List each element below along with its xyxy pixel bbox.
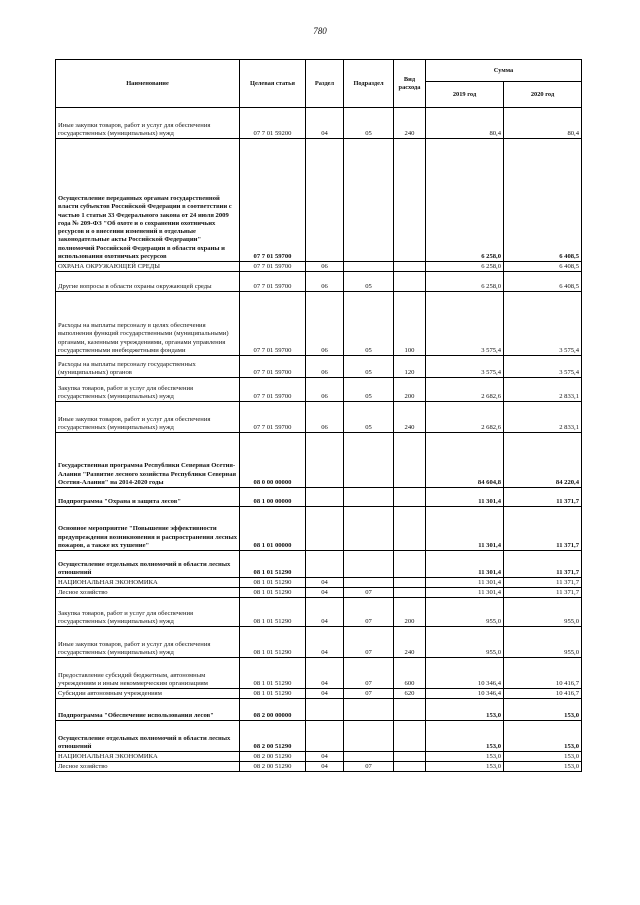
- cell-sum-2019: 955,0: [426, 627, 504, 658]
- cell-target-article: 08 1 01 51290: [240, 551, 306, 578]
- cell-sum-2020: 6 408,5: [504, 272, 582, 292]
- cell-section: 06: [306, 402, 344, 433]
- cell-name: ОХРАНА ОКРУЖАЮЩЕЙ СРЕДЫ: [56, 262, 240, 272]
- cell-name: Основное мероприятие "Повышение эффективности предупреждения возникновения и распространения лесных пожаров, а также их тушение": [56, 507, 240, 551]
- cell-target-article: 08 2 00 51290: [240, 721, 306, 752]
- cell-target-article: 08 2 00 51290: [240, 762, 306, 772]
- cell-sum-2020: 153,0: [504, 699, 582, 721]
- table-row: [56, 488, 582, 507]
- cell-sum-2020: 11 371,7: [504, 488, 582, 507]
- cell-section: 04: [306, 752, 344, 762]
- cell-sum-2019: 80,4: [426, 108, 504, 139]
- header-target-article: Целевая статья: [240, 60, 306, 108]
- cell-sum-2020: 955,0: [504, 627, 582, 658]
- cell-sum-2020: 80,4: [504, 108, 582, 139]
- cell-sum-2020: 153,0: [504, 721, 582, 752]
- cell-subsection: 07: [344, 598, 394, 627]
- cell-expense-type: [394, 551, 426, 578]
- header-section: Раздел: [306, 60, 344, 108]
- cell-section: [306, 507, 344, 551]
- cell-section: 06: [306, 356, 344, 378]
- cell-subsection: 07: [344, 689, 394, 699]
- cell-expense-type: [394, 588, 426, 598]
- cell-section: 04: [306, 588, 344, 598]
- header-expense-type: Вид расхода: [394, 60, 426, 108]
- cell-name: Расходы на выплаты персоналу в целях обеспечения выполнения функций государственными (муниципальными) органами, казенными учреждениями, органами управления государственными внебюджетными фондами: [56, 292, 240, 356]
- cell-target-article: 07 7 01 59700: [240, 378, 306, 402]
- table-row: [56, 272, 582, 292]
- cell-section: 04: [306, 762, 344, 772]
- cell-section: 04: [306, 108, 344, 139]
- cell-target-article: 08 2 00 00000: [240, 699, 306, 721]
- cell-expense-type: [394, 578, 426, 588]
- cell-target-article: 08 1 01 51290: [240, 689, 306, 699]
- table-row: [56, 433, 582, 488]
- cell-sum-2020: 153,0: [504, 762, 582, 772]
- cell-section: 04: [306, 689, 344, 699]
- cell-section: 06: [306, 272, 344, 292]
- table-row: [56, 658, 582, 689]
- cell-target-article: 08 1 01 51290: [240, 598, 306, 627]
- cell-subsection: [344, 262, 394, 272]
- cell-subsection: 05: [344, 378, 394, 402]
- table-row: [56, 139, 582, 262]
- table-row: [56, 108, 582, 139]
- table-row: [56, 551, 582, 578]
- cell-name: Осуществление переданных органам государственной власти субъектов Российской Федерации в соответствии с частью 1 статьи 33 Федерального закона от 24 июля 2009 года № 209-ФЗ "Об охоте и о сохранении охотничьих ресурсов и о внесении изменений в отдельные законодательные акты Российской Федерации" полномочий Российской Федерации в области охраны и использования охотничьих ресурсов: [56, 139, 240, 262]
- cell-target-article: 08 1 01 00000: [240, 507, 306, 551]
- cell-sum-2020: 2 833,1: [504, 378, 582, 402]
- cell-expense-type: [394, 507, 426, 551]
- cell-name: НАЦИОНАЛЬНАЯ ЭКОНОМИКА: [56, 578, 240, 588]
- cell-subsection: [344, 507, 394, 551]
- cell-sum-2019: 2 682,6: [426, 402, 504, 433]
- cell-sum-2019: 11 301,4: [426, 551, 504, 578]
- cell-name: Иные закупки товаров, работ и услуг для обеспечения государственных (муниципальных) нужд: [56, 402, 240, 433]
- cell-sum-2020: 10 416,7: [504, 689, 582, 699]
- cell-name: Подпрограмма "Обеспечение использования лесов": [56, 699, 240, 721]
- cell-expense-type: [394, 752, 426, 762]
- cell-target-article: 08 2 00 51290: [240, 752, 306, 762]
- cell-sum-2019: 10 346,4: [426, 658, 504, 689]
- cell-section: 06: [306, 378, 344, 402]
- table-row: [56, 752, 582, 762]
- header-year-2019: 2019 год: [426, 82, 504, 108]
- cell-subsection: [344, 139, 394, 262]
- cell-target-article: 08 1 01 51290: [240, 658, 306, 689]
- table-row: [56, 378, 582, 402]
- cell-subsection: 07: [344, 658, 394, 689]
- cell-target-article: 07 7 01 59700: [240, 262, 306, 272]
- cell-section: 04: [306, 578, 344, 588]
- cell-target-article: 08 1 00 00000: [240, 488, 306, 507]
- cell-sum-2020: 84 220,4: [504, 433, 582, 488]
- table-row: [56, 356, 582, 378]
- cell-name: Лесное хозяйство: [56, 588, 240, 598]
- table-row: [56, 578, 582, 588]
- cell-sum-2019: 955,0: [426, 598, 504, 627]
- cell-name: Иные закупки товаров, работ и услуг для обеспечения государственных (муниципальных) нужд: [56, 627, 240, 658]
- cell-expense-type: 120: [394, 356, 426, 378]
- cell-subsection: 05: [344, 108, 394, 139]
- cell-subsection: 07: [344, 588, 394, 598]
- cell-sum-2020: 10 416,7: [504, 658, 582, 689]
- cell-sum-2019: 3 575,4: [426, 356, 504, 378]
- header-year-2020: 2020 год: [504, 82, 582, 108]
- budget-table: [55, 59, 582, 772]
- cell-subsection: [344, 488, 394, 507]
- cell-expense-type: 620: [394, 689, 426, 699]
- cell-expense-type: [394, 762, 426, 772]
- cell-sum-2020: 11 371,7: [504, 578, 582, 588]
- cell-subsection: 07: [344, 627, 394, 658]
- cell-subsection: 05: [344, 292, 394, 356]
- cell-section: [306, 551, 344, 578]
- header-sum: Сумма: [426, 60, 582, 82]
- cell-target-article: 07 7 01 59700: [240, 292, 306, 356]
- cell-subsection: [344, 721, 394, 752]
- cell-sum-2020: 11 371,7: [504, 551, 582, 578]
- cell-section: 06: [306, 262, 344, 272]
- cell-name: НАЦИОНАЛЬНАЯ ЭКОНОМИКА: [56, 752, 240, 762]
- cell-name: Осуществление отдельных полномочий в области лесных отношений: [56, 551, 240, 578]
- cell-section: [306, 433, 344, 488]
- cell-sum-2019: 10 346,4: [426, 689, 504, 699]
- cell-sum-2020: 3 575,4: [504, 292, 582, 356]
- cell-subsection: [344, 578, 394, 588]
- cell-name: Иные закупки товаров, работ и услуг для обеспечения государственных (муниципальных) нужд: [56, 108, 240, 139]
- cell-sum-2020: 11 371,7: [504, 588, 582, 598]
- cell-expense-type: 100: [394, 292, 426, 356]
- cell-target-article: 07 7 01 59200: [240, 108, 306, 139]
- cell-target-article: 08 1 01 51290: [240, 588, 306, 598]
- cell-name: Государственная программа Республики Северная Осетия-Алания "Развитие лесного хозяйства Республики Северная Осетия-Алания" на 2014-2020 годы: [56, 433, 240, 488]
- cell-expense-type: 240: [394, 108, 426, 139]
- cell-target-article: 08 1 01 51290: [240, 578, 306, 588]
- cell-sum-2019: 153,0: [426, 721, 504, 752]
- cell-target-article: 08 0 00 00000: [240, 433, 306, 488]
- cell-sum-2019: 6 258,0: [426, 262, 504, 272]
- cell-subsection: [344, 433, 394, 488]
- cell-section: [306, 721, 344, 752]
- cell-section: [306, 139, 344, 262]
- cell-target-article: 08 1 01 51290: [240, 627, 306, 658]
- table-row: [56, 262, 582, 272]
- cell-sum-2020: 11 371,7: [504, 507, 582, 551]
- table-row: [56, 402, 582, 433]
- cell-sum-2019: 3 575,4: [426, 292, 504, 356]
- cell-sum-2019: 11 301,4: [426, 488, 504, 507]
- cell-target-article: 07 7 01 59700: [240, 356, 306, 378]
- cell-sum-2019: 153,0: [426, 752, 504, 762]
- table-row: [56, 627, 582, 658]
- cell-expense-type: [394, 699, 426, 721]
- cell-name: Расходы на выплаты персоналу государственных (муниципальных) органов: [56, 356, 240, 378]
- cell-expense-type: 240: [394, 627, 426, 658]
- cell-section: 04: [306, 627, 344, 658]
- cell-sum-2020: 955,0: [504, 598, 582, 627]
- cell-section: 06: [306, 292, 344, 356]
- cell-section: [306, 488, 344, 507]
- cell-name: Другие вопросы в области охраны окружающей среды: [56, 272, 240, 292]
- page-number: 780: [313, 26, 327, 36]
- cell-name: Закупка товаров, работ и услуг для обеспечения государственных (муниципальных) нужд: [56, 598, 240, 627]
- cell-sum-2019: 6 258,0: [426, 139, 504, 262]
- table-row: [56, 699, 582, 721]
- cell-name: Закупка товаров, работ и услуг для обеспечения государственных (муниципальных) нужд: [56, 378, 240, 402]
- cell-name: Субсидии автономным учреждениям: [56, 689, 240, 699]
- cell-sum-2019: 153,0: [426, 762, 504, 772]
- cell-expense-type: [394, 272, 426, 292]
- cell-sum-2019: 84 604,8: [426, 433, 504, 488]
- cell-expense-type: 200: [394, 598, 426, 627]
- cell-sum-2019: 11 301,4: [426, 588, 504, 598]
- table-row: [56, 689, 582, 699]
- cell-section: 04: [306, 658, 344, 689]
- cell-section: [306, 699, 344, 721]
- cell-subsection: 05: [344, 272, 394, 292]
- header-name: Наименование: [56, 60, 240, 108]
- table-row: [56, 292, 582, 356]
- cell-expense-type: [394, 139, 426, 262]
- table-row: [56, 588, 582, 598]
- cell-subsection: 07: [344, 762, 394, 772]
- table-body: [56, 108, 582, 772]
- table-row: [56, 762, 582, 772]
- cell-sum-2020: 6 408,5: [504, 262, 582, 272]
- cell-expense-type: [394, 262, 426, 272]
- header-subsection: Подраздел: [344, 60, 394, 108]
- cell-expense-type: [394, 488, 426, 507]
- cell-subsection: [344, 752, 394, 762]
- table-row: [56, 507, 582, 551]
- cell-subsection: 05: [344, 356, 394, 378]
- cell-subsection: 05: [344, 402, 394, 433]
- cell-expense-type: [394, 721, 426, 752]
- cell-target-article: 07 7 01 59700: [240, 272, 306, 292]
- cell-sum-2020: 153,0: [504, 752, 582, 762]
- table-row: [56, 598, 582, 627]
- cell-name: Осуществление отдельных полномочий в области лесных отношений: [56, 721, 240, 752]
- cell-section: 04: [306, 598, 344, 627]
- cell-sum-2020: 2 833,1: [504, 402, 582, 433]
- cell-name: Предоставление субсидий бюджетным, автономным учреждениям и иным некоммерческим организациям: [56, 658, 240, 689]
- cell-target-article: 07 7 01 59700: [240, 139, 306, 262]
- cell-target-article: 07 7 01 59700: [240, 402, 306, 433]
- cell-sum-2019: 11 301,4: [426, 578, 504, 588]
- cell-expense-type: [394, 433, 426, 488]
- cell-name: Лесное хозяйство: [56, 762, 240, 772]
- cell-expense-type: 200: [394, 378, 426, 402]
- cell-sum-2020: 3 575,4: [504, 356, 582, 378]
- cell-sum-2019: 6 258,0: [426, 272, 504, 292]
- cell-sum-2019: 11 301,4: [426, 507, 504, 551]
- cell-sum-2019: 2 682,6: [426, 378, 504, 402]
- cell-sum-2020: 6 408,5: [504, 139, 582, 262]
- cell-expense-type: 240: [394, 402, 426, 433]
- cell-subsection: [344, 551, 394, 578]
- cell-name: Подпрограмма "Охрана и защита лесов": [56, 488, 240, 507]
- cell-subsection: [344, 699, 394, 721]
- table-row: [56, 721, 582, 752]
- cell-sum-2019: 153,0: [426, 699, 504, 721]
- cell-expense-type: 600: [394, 658, 426, 689]
